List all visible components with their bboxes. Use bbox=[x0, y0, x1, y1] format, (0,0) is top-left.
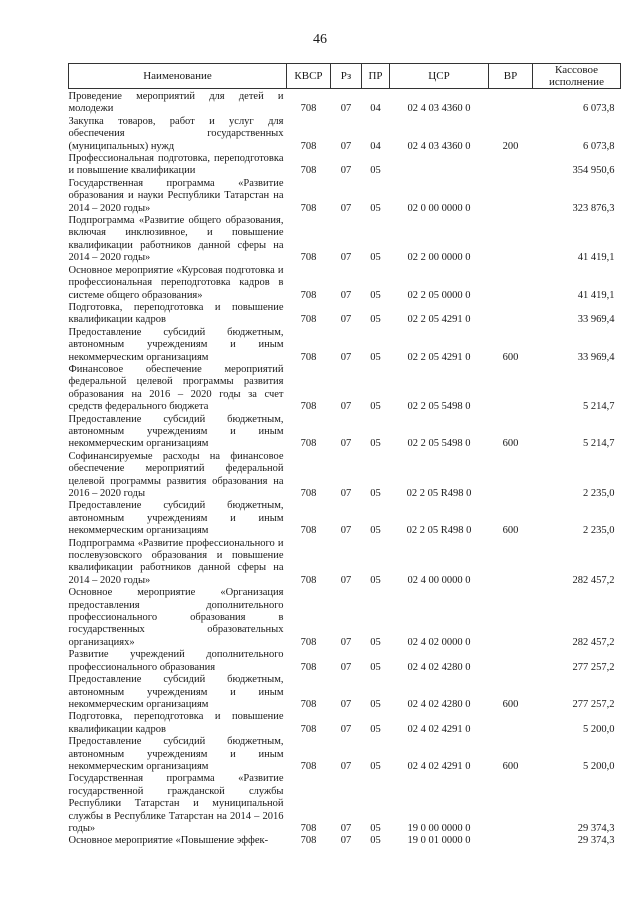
cell-amount: 29 374,3 bbox=[577, 835, 615, 847]
cell-rz: 07 bbox=[340, 822, 352, 834]
page-number: 46 bbox=[313, 32, 327, 47]
cell-vr: 600 bbox=[502, 698, 519, 710]
cell-name: Софинансируемые расходы на финансовое обеспечение мероприятий федеральной целевой программы развития образования на 2016 – 2020 годы bbox=[68, 450, 284, 499]
cell-rz: 07 bbox=[340, 760, 352, 772]
cell-pr: 05 bbox=[370, 723, 381, 735]
cell-name: Подпрограмма «Развитие профессионального и послевузовского образования и повышение квалификации работников данной сферы на 2014 – 2020 годы» bbox=[68, 537, 284, 586]
cell-pr: 05 bbox=[370, 438, 381, 450]
cell-csr: 02 4 03 4360 0 bbox=[407, 140, 471, 152]
cell-kvsr: 708 bbox=[300, 140, 317, 152]
cell-kvsr: 708 bbox=[300, 314, 317, 326]
cell-name: Предоставление субсидий бюджетным, автономным учреждениям и иным некоммерческим организациям bbox=[68, 500, 284, 537]
cell-name: Подготовка, переподготовка и повышение квалификации кадров bbox=[68, 301, 284, 326]
cell-pr: 05 bbox=[370, 636, 381, 648]
cell-name: Закупка товаров, работ и услуг для обеспечения государственных (муниципальных) нужд bbox=[68, 115, 284, 152]
cell-csr: 02 2 05 R498 0 bbox=[406, 488, 472, 499]
cell-csr bbox=[390, 153, 489, 178]
cell-rz: 07 bbox=[340, 401, 352, 413]
cell-kvsr: 708 bbox=[300, 661, 317, 673]
table-row bbox=[69, 711, 621, 736]
cell-rz: 07 bbox=[340, 723, 352, 735]
table-row bbox=[69, 153, 621, 178]
cell-rz: 07 bbox=[340, 636, 352, 648]
header-pr: ПР bbox=[362, 64, 390, 89]
cell-rz: 07 bbox=[340, 574, 352, 586]
header-kvsr: КВСР bbox=[287, 64, 331, 89]
table-row bbox=[69, 327, 621, 364]
table-row bbox=[69, 89, 621, 116]
cell-rz: 07 bbox=[340, 103, 352, 115]
cell-pr: 04 bbox=[370, 103, 381, 115]
cell-vr bbox=[489, 364, 533, 414]
table-row bbox=[69, 835, 621, 847]
table-row bbox=[69, 302, 621, 327]
cell-pr: 05 bbox=[370, 351, 381, 363]
cell-name: Основное мероприятие «Курсовая подготовка и профессиональная переподготовка кадров в системе общего образования» bbox=[68, 264, 284, 301]
header-amount: Кассовое исполнение bbox=[533, 64, 621, 89]
cell-vr bbox=[489, 215, 533, 265]
cell-name: Проведение мероприятий для детей и молодежи bbox=[68, 91, 284, 115]
cell-vr bbox=[489, 302, 533, 327]
cell-vr bbox=[489, 153, 533, 178]
cell-kvsr: 708 bbox=[300, 822, 317, 834]
cell-vr: 200 bbox=[502, 140, 519, 152]
table-row bbox=[69, 364, 621, 414]
cell-pr: 05 bbox=[370, 661, 381, 673]
cell-csr: 02 4 02 4291 0 bbox=[407, 760, 471, 772]
table-row bbox=[69, 674, 621, 711]
cell-kvsr: 708 bbox=[300, 698, 317, 710]
table-row bbox=[69, 649, 621, 674]
cell-pr: 05 bbox=[370, 488, 381, 499]
cell-vr: 600 bbox=[502, 760, 519, 772]
cell-pr: 05 bbox=[370, 252, 381, 264]
cell-csr: 02 2 00 0000 0 bbox=[407, 252, 471, 264]
cell-vr bbox=[489, 89, 533, 116]
cell-kvsr: 708 bbox=[300, 438, 317, 450]
cell-vr bbox=[489, 265, 533, 302]
cell-kvsr: 708 bbox=[300, 760, 317, 772]
cell-name: Финансовое обеспечение мероприятий федеральной целевой программы развития образования на 2016 – 2020 годы за счет средств федерального бюджета bbox=[68, 363, 284, 413]
cell-name: Подпрограмма «Развитие общего образования, включая инклюзивное, и повышение квалификации работников данной сферы на 2014 – 2020 годы» bbox=[68, 215, 284, 264]
cell-vr bbox=[489, 451, 533, 501]
table-row bbox=[69, 215, 621, 265]
table-row bbox=[69, 451, 621, 501]
cell-kvsr: 708 bbox=[300, 636, 317, 648]
cell-rz: 07 bbox=[340, 314, 352, 326]
cell-csr: 19 0 01 0000 0 bbox=[407, 835, 471, 847]
cell-pr: 05 bbox=[370, 202, 381, 214]
cell-pr: 05 bbox=[370, 289, 381, 301]
cell-kvsr: 708 bbox=[300, 488, 317, 499]
cell-amount: 2 235,0 bbox=[583, 488, 615, 499]
cell-name: Основное мероприятие «Повышение эффек- bbox=[68, 835, 269, 847]
cell-amount: 41 419,1 bbox=[577, 252, 615, 264]
cell-csr: 02 4 02 4291 0 bbox=[407, 723, 471, 735]
table-row bbox=[69, 265, 621, 302]
table-row bbox=[69, 736, 621, 773]
cell-amount: 29 374,3 bbox=[577, 822, 615, 834]
cell-vr bbox=[489, 835, 533, 847]
cell-name: Предоставление субсидий бюджетным, автономным учреждениям и иным некоммерческим организациям bbox=[68, 413, 284, 450]
cell-kvsr: 708 bbox=[300, 835, 317, 847]
cell-csr: 02 4 02 0000 0 bbox=[407, 636, 471, 648]
cell-amount: 5 200,0 bbox=[583, 723, 615, 735]
cell-csr: 02 2 05 5498 0 bbox=[407, 438, 471, 450]
cell-csr: 02 2 05 R498 0 bbox=[406, 525, 472, 537]
cell-csr: 02 4 00 0000 0 bbox=[407, 574, 471, 586]
cell-rz: 07 bbox=[340, 438, 352, 450]
cell-amount: 5 214,7 bbox=[583, 401, 615, 413]
table-row bbox=[69, 587, 621, 649]
cell-vr bbox=[489, 649, 533, 674]
cell-vr: 600 bbox=[502, 351, 519, 363]
cell-rz: 07 bbox=[340, 252, 352, 264]
cell-kvsr: 708 bbox=[300, 525, 317, 537]
cell-csr: 02 2 05 4291 0 bbox=[407, 351, 471, 363]
cell-csr: 02 4 03 4360 0 bbox=[407, 103, 471, 115]
budget-table bbox=[68, 63, 621, 848]
cell-rz: 07 bbox=[340, 140, 352, 152]
table-row bbox=[69, 414, 621, 451]
cell-name: Государственная программа «Развитие государственной гражданской службы Республики Татарстан и муниципальной службы в Республике Татарстан на 2014 – 2016 годы» bbox=[68, 773, 284, 834]
cell-pr: 05 bbox=[370, 574, 381, 586]
cell-rz: 07 bbox=[340, 351, 352, 363]
header-vr: ВР bbox=[489, 64, 533, 89]
cell-pr: 05 bbox=[370, 835, 381, 847]
table-row bbox=[69, 116, 621, 153]
header-csr: ЦСР bbox=[390, 64, 489, 89]
cell-name: Подготовка, переподготовка и повышение квалификации кадров bbox=[68, 711, 284, 735]
cell-amount: 33 969,4 bbox=[577, 351, 615, 363]
cell-csr: 02 2 05 5498 0 bbox=[407, 401, 471, 413]
cell-rz: 07 bbox=[340, 202, 352, 214]
table-header-row bbox=[69, 64, 621, 89]
cell-pr: 05 bbox=[370, 760, 381, 772]
cell-vr bbox=[489, 538, 533, 588]
cell-amount: 354 950,6 bbox=[572, 165, 615, 177]
cell-rz: 07 bbox=[340, 488, 352, 499]
table-row bbox=[69, 538, 621, 588]
cell-name: Профессиональная подготовка, переподготовка и повышение квалификации bbox=[68, 153, 284, 177]
cell-amount: 6 073,8 bbox=[583, 140, 615, 152]
header-rz: Рз bbox=[331, 64, 362, 89]
cell-pr: 05 bbox=[370, 525, 381, 537]
cell-amount: 33 969,4 bbox=[577, 314, 615, 326]
cell-amount: 277 257,2 bbox=[572, 698, 615, 710]
cell-rz: 07 bbox=[340, 698, 352, 710]
cell-vr bbox=[489, 587, 533, 649]
cell-amount: 282 457,2 bbox=[572, 636, 615, 648]
cell-name: Предоставление субсидий бюджетным, автономным учреждениям и иным некоммерческим организациям bbox=[68, 736, 284, 772]
cell-pr: 05 bbox=[370, 822, 381, 834]
cell-csr: 02 2 05 4291 0 bbox=[407, 314, 471, 326]
cell-pr: 05 bbox=[370, 165, 381, 177]
table-row bbox=[69, 773, 621, 835]
cell-vr bbox=[489, 711, 533, 736]
cell-pr: 05 bbox=[370, 314, 381, 326]
cell-rz: 07 bbox=[340, 525, 352, 537]
cell-kvsr: 708 bbox=[300, 574, 317, 586]
cell-amount: 277 257,2 bbox=[572, 661, 615, 673]
cell-pr: 05 bbox=[370, 401, 381, 413]
table-row bbox=[69, 178, 621, 215]
cell-rz: 07 bbox=[340, 165, 352, 177]
cell-vr: 600 bbox=[502, 438, 519, 450]
cell-amount: 2 235,0 bbox=[583, 525, 615, 537]
cell-csr: 02 4 02 4280 0 bbox=[407, 698, 471, 710]
cell-amount: 323 876,3 bbox=[572, 202, 615, 214]
cell-kvsr: 708 bbox=[300, 252, 317, 264]
table-row bbox=[69, 500, 621, 537]
cell-rz: 07 bbox=[340, 835, 352, 847]
cell-rz: 07 bbox=[340, 661, 352, 673]
cell-amount: 41 419,1 bbox=[577, 289, 615, 301]
cell-kvsr: 708 bbox=[300, 103, 317, 115]
cell-amount: 282 457,2 bbox=[572, 574, 615, 586]
cell-csr: 19 0 00 0000 0 bbox=[407, 822, 471, 834]
cell-vr bbox=[489, 773, 533, 835]
cell-name: Основное мероприятие «Организация предоставления дополнительного профессионального образования в государственных образовательных организациях» bbox=[68, 587, 284, 648]
cell-rz: 07 bbox=[340, 289, 352, 301]
cell-pr: 04 bbox=[370, 140, 381, 152]
cell-pr: 05 bbox=[370, 698, 381, 710]
cell-kvsr: 708 bbox=[300, 165, 317, 177]
cell-amount: 5 214,7 bbox=[583, 438, 615, 450]
cell-kvsr: 708 bbox=[300, 202, 317, 214]
cell-vr bbox=[489, 178, 533, 215]
cell-csr: 02 2 05 0000 0 bbox=[407, 289, 471, 301]
cell-kvsr: 708 bbox=[300, 401, 317, 413]
cell-name: Государственная программа «Развитие образования и науки Республики Татарстан на 2014 – 2020 годы» bbox=[68, 177, 284, 214]
cell-name: Предоставление субсидий бюджетным, автономным учреждениям и иным некоммерческим организациям bbox=[68, 326, 284, 363]
cell-kvsr: 708 bbox=[300, 351, 317, 363]
header-name: Наименование bbox=[69, 64, 287, 89]
cell-kvsr: 708 bbox=[300, 289, 317, 301]
cell-vr: 600 bbox=[502, 525, 519, 537]
cell-amount: 6 073,8 bbox=[583, 103, 615, 115]
cell-name: Предоставление субсидий бюджетным, автономным учреждениям и иным некоммерческим организациям bbox=[68, 674, 284, 710]
cell-amount: 5 200,0 bbox=[583, 760, 615, 772]
cell-kvsr: 708 bbox=[300, 723, 317, 735]
cell-csr: 02 4 02 4280 0 bbox=[407, 661, 471, 673]
cell-csr: 02 0 00 0000 0 bbox=[407, 202, 471, 214]
cell-name: Развитие учреждений дополнительного профессионального образования bbox=[68, 649, 284, 673]
